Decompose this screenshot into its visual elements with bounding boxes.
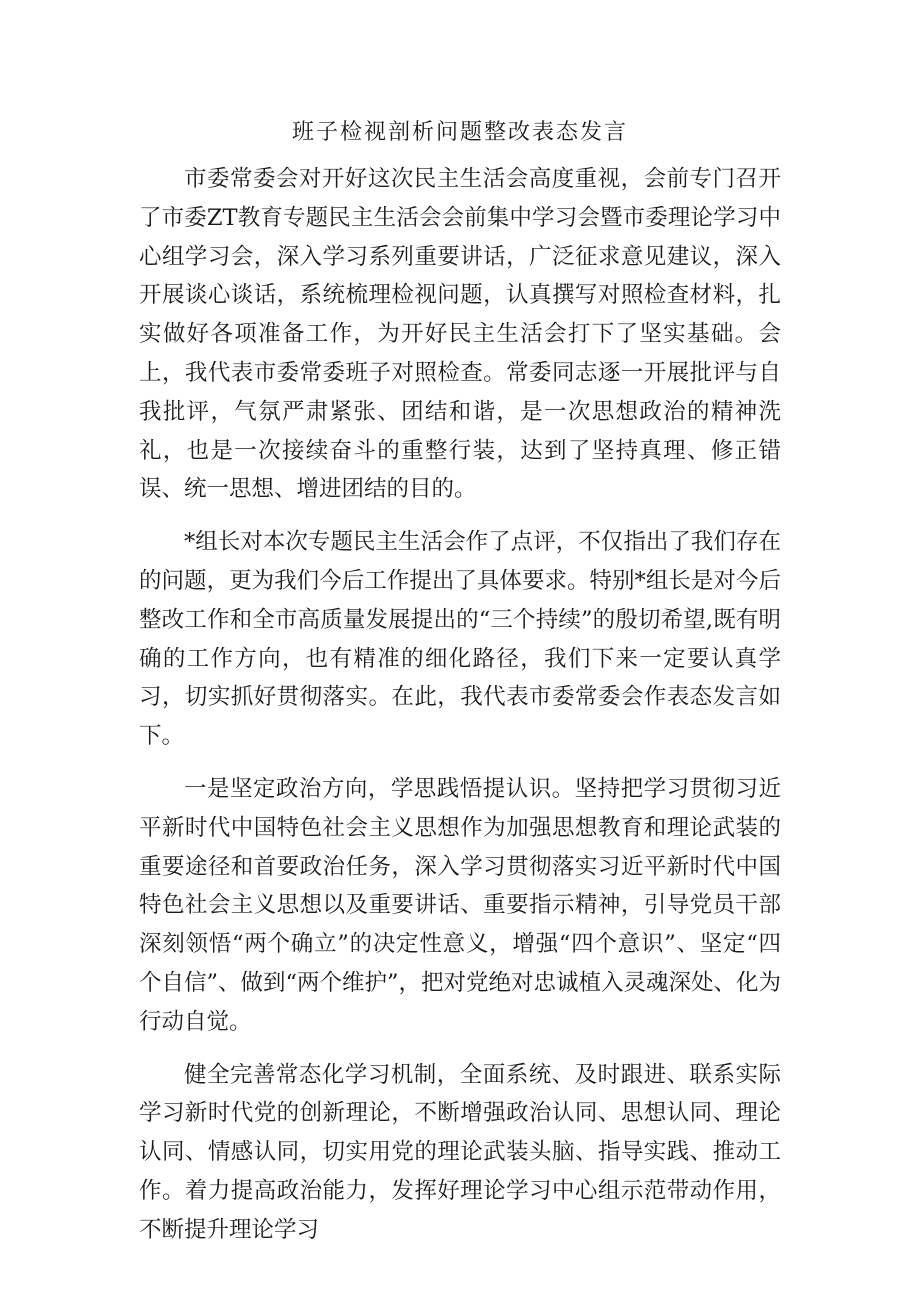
paragraph-opening: 市委常委会对开好这次民主生活会高度重视，会前专门召开了市委ZT教育专题民主生活会会前集中学习会暨市委理论学习中心组学习会，深入学习系列重要讲话，广泛征求意见建议，深入开展谈心谈话，系统梳理检视问题，认真撰写对照检查材料，扎实做好各项准备工作，为开好民主生活会打下了坚实基础。会上，我代表市委常委班子对照检查。常委同志逐一开展批评与自我批评，气氛严肃紧张、团结和谐，是一次思想政治的精神洗礼，也是一次接续奋斗的重整行装，达到了坚持真理、修正错误、统一思想、增进团结的目的。: [139, 166, 781, 503]
document-title: 班子检视剖析问题整改表态发言: [291, 120, 628, 145]
paragraph-point-one: 一是坚定政治方向，学思践悟提认识。坚持把学习贯彻习近平新时代中国特色社会主义思想作为加强思想教育和理论武装的重要途径和首要政治任务，深入学习贯彻落实习近平新时代中国特色社会主义思想以及重要讲话、重要指示精神，引导党员干部深刻领悟“两个确立”的决定性意义，增强“四个意识”、坚定“四个自信”、做到“两个维护”，把对党绝对忠诚植入灵魂深处、化为行动自觉。: [139, 775, 782, 1035]
paragraph-leader-review: *组长对本次专题民主生活会作了点评，不仅指出了我们存在的问题，更为我们今后工作提出了具体要求。特别*组长是对今后整改工作和全市高质量发展提出的“三个持续”的殷切希望,既有明确的工作方向，也有精准的细化路径，我们下来一定要认真学习，切实抓好贯彻落实。在此，我代表市委常委会作表态发言如下。: [139, 529, 781, 750]
paragraph-study-mechanism: 健全完善常态化学习机制，全面系统、及时跟进、联系实际学习新时代党的创新理论，不断增强政治认同、思想认同、理论认同、情感认同，切实用党的理论武装头脑、指导实践、推动工作。着力提高政治能力，发挥好理论学习中心组示范带动作用，不断提升理论学习: [139, 1061, 781, 1243]
document-body: [139, 160, 781, 1250]
